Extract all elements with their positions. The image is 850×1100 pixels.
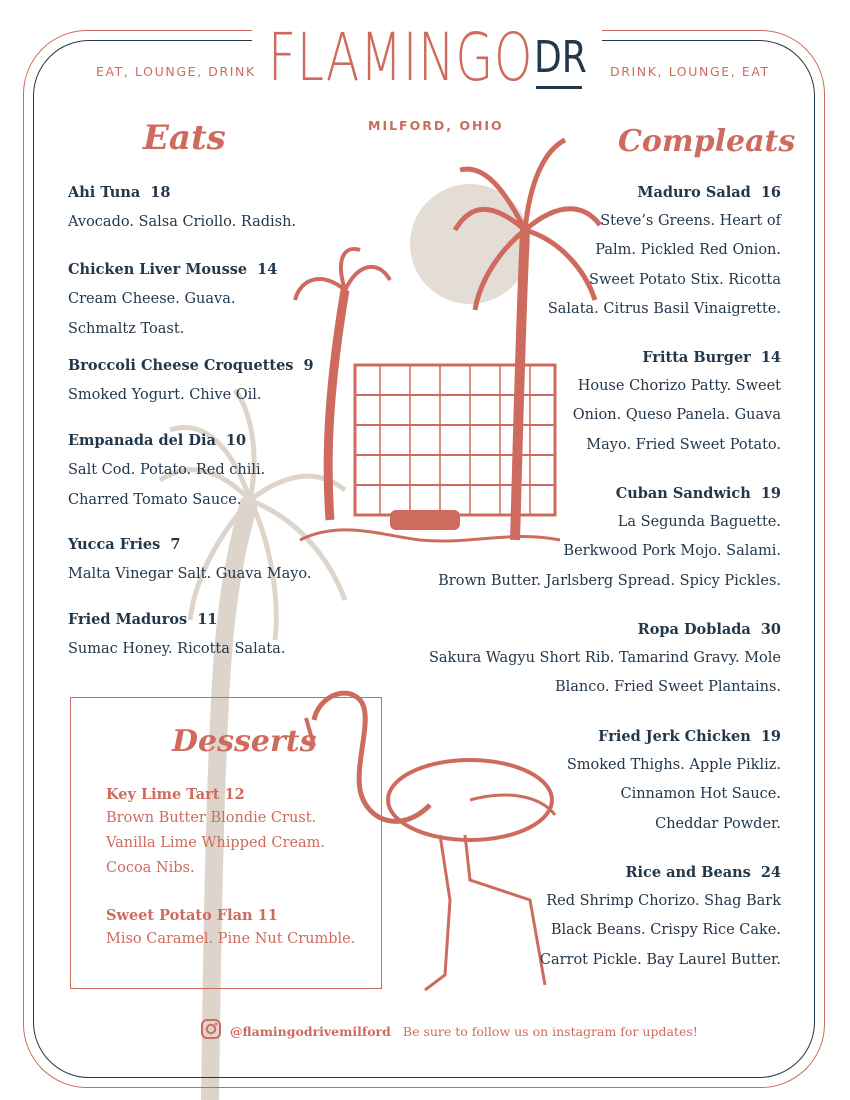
item-description: Schmaltz Toast. xyxy=(68,321,185,337)
tagline-left: EAT, LOUNGE, DRINK xyxy=(92,64,260,79)
item-description: Sakura Wagyu Short Rib. Tamarind Gravy. Mole xyxy=(428,650,781,666)
item-description: Cream Cheese. Guava. xyxy=(68,291,236,307)
item-price: 18 xyxy=(150,184,171,201)
logo-underline xyxy=(536,86,582,89)
item-price: 19 xyxy=(760,728,781,745)
item-description: House Chorizo Patty. Sweet xyxy=(577,378,781,394)
item-name: Empanada del Dia xyxy=(68,432,216,449)
item-name: Rice and Beans xyxy=(625,864,751,881)
dessert-sweet-potato-flan xyxy=(106,907,355,952)
item-description: Red Shrimp Chorizo. Shag Bark xyxy=(546,893,781,909)
item-name: Cuban Sandwich xyxy=(615,485,751,502)
item-description: La Segunda Baguette. xyxy=(617,514,781,530)
tagline-right: DRINK, LOUNGE, EAT xyxy=(606,64,774,79)
item-description: Salata. Citrus Basil Vinaigrette. xyxy=(547,300,781,317)
item-price: 14 xyxy=(257,261,278,278)
item-description: Smoked Thighs. Apple Pikliz. xyxy=(566,757,781,773)
menu-item-rice-and-beans xyxy=(540,862,781,975)
menu-item-ropa-doblada xyxy=(429,619,781,703)
item-price: 24 xyxy=(760,864,781,881)
item-price: 10 xyxy=(225,432,247,449)
item-name: Fried Maduros xyxy=(68,611,188,628)
item-name: Ahi Tuna xyxy=(68,184,141,201)
dessert-description: Brown Butter Blondie Crust. xyxy=(106,810,317,826)
dessert-title: Key Lime Tart 12 xyxy=(106,786,245,803)
menu-item-broccoli-croquettes xyxy=(68,355,314,410)
item-price: 14 xyxy=(760,349,781,366)
location: MILFORD, OHIO xyxy=(368,118,504,133)
item-description: Steve’s Greens. Heart of xyxy=(600,213,781,229)
item-description: Palm. Pickled Red Onion. xyxy=(595,242,781,259)
menu-item-maduro-salad xyxy=(548,182,781,324)
menu-item-fritta-burger xyxy=(573,347,781,460)
logo-suffix: DR xyxy=(534,32,587,83)
footer xyxy=(200,1018,698,1044)
item-name: Yucca Fries xyxy=(68,536,161,553)
item-description: Smoked Yogurt. Chive Oil. xyxy=(68,387,262,403)
item-name: Fried Jerk Chicken xyxy=(598,728,751,745)
menu-item-chicken-liver-mousse xyxy=(68,259,277,344)
menu-item-fried-maduros xyxy=(68,609,285,664)
item-price: 9 xyxy=(303,357,314,374)
item-name: Chicken Liver Mousse xyxy=(68,261,248,278)
item-description: Mayo. Fried Sweet Potato. xyxy=(586,436,781,453)
item-name: Broccoli Cheese Croquettes xyxy=(68,357,294,374)
footer-note: Be sure to follow us on instagram for updates! xyxy=(402,1023,698,1039)
eats-heading: Eats xyxy=(143,118,226,158)
item-price: 11 xyxy=(197,611,218,628)
desserts-heading: Desserts xyxy=(172,724,317,759)
menu-item-empanada xyxy=(68,430,265,515)
item-description: Brown Butter. Jarlsberg Spread. Spicy Pickles. xyxy=(438,572,781,589)
dessert-description: Cocoa Nibs. xyxy=(106,860,195,876)
dessert-description: Vanilla Lime Whipped Cream. xyxy=(106,835,326,851)
item-description: Cinnamon Hot Sauce. xyxy=(620,786,781,803)
item-description: Black Beans. Crispy Rice Cake. xyxy=(550,922,781,939)
item-description: Salt Cod. Potato. Red chili. xyxy=(68,462,266,478)
menu-item-fried-jerk-chicken xyxy=(567,726,781,839)
item-name: Fritta Burger xyxy=(642,349,751,366)
item-description: Malta Vinegar Salt. Guava Mayo. xyxy=(68,566,312,582)
item-description: Sweet Potato Stix. Ricotta xyxy=(589,271,781,288)
brand-logo xyxy=(268,18,598,102)
menu-item-yucca-fries xyxy=(68,534,312,589)
item-price: 30 xyxy=(760,621,781,638)
item-name: Maduro Salad xyxy=(637,184,751,201)
dessert-key-lime-tart xyxy=(106,786,325,881)
dessert-description: Miso Caramel. Pine Nut Crumble. xyxy=(106,931,356,947)
item-description: Berkwood Pork Mojo. Salami. xyxy=(563,543,781,560)
instagram-handle[interactable]: @flamingodrivemilford xyxy=(230,1023,391,1039)
item-name: Ropa Doblada xyxy=(637,621,751,638)
item-description: Charred Tomato Sauce. xyxy=(68,492,242,508)
item-description: Blanco. Fried Sweet Plantains. xyxy=(554,679,781,696)
dessert-title: Sweet Potato Flan 11 xyxy=(106,907,278,924)
instagram-icon[interactable] xyxy=(200,1018,222,1044)
compleats-heading: Compleats xyxy=(618,124,796,159)
item-description: Carrot Pickle. Bay Laurel Butter. xyxy=(539,951,781,968)
menu-item-cuban-sandwich xyxy=(438,483,781,596)
item-price: 19 xyxy=(760,485,781,502)
item-price: 16 xyxy=(760,184,781,201)
logo-name: FLAMINGO xyxy=(268,19,534,96)
item-description: Cheddar Powder. xyxy=(655,815,781,832)
item-description: Onion. Queso Panela. Guava xyxy=(572,407,781,424)
item-price: 7 xyxy=(170,536,181,553)
menu-item-ahi-tuna xyxy=(68,182,296,237)
item-description: Avocado. Salsa Criollo. Radish. xyxy=(68,214,297,230)
item-description: Sumac Honey. Ricotta Salata. xyxy=(68,641,286,657)
